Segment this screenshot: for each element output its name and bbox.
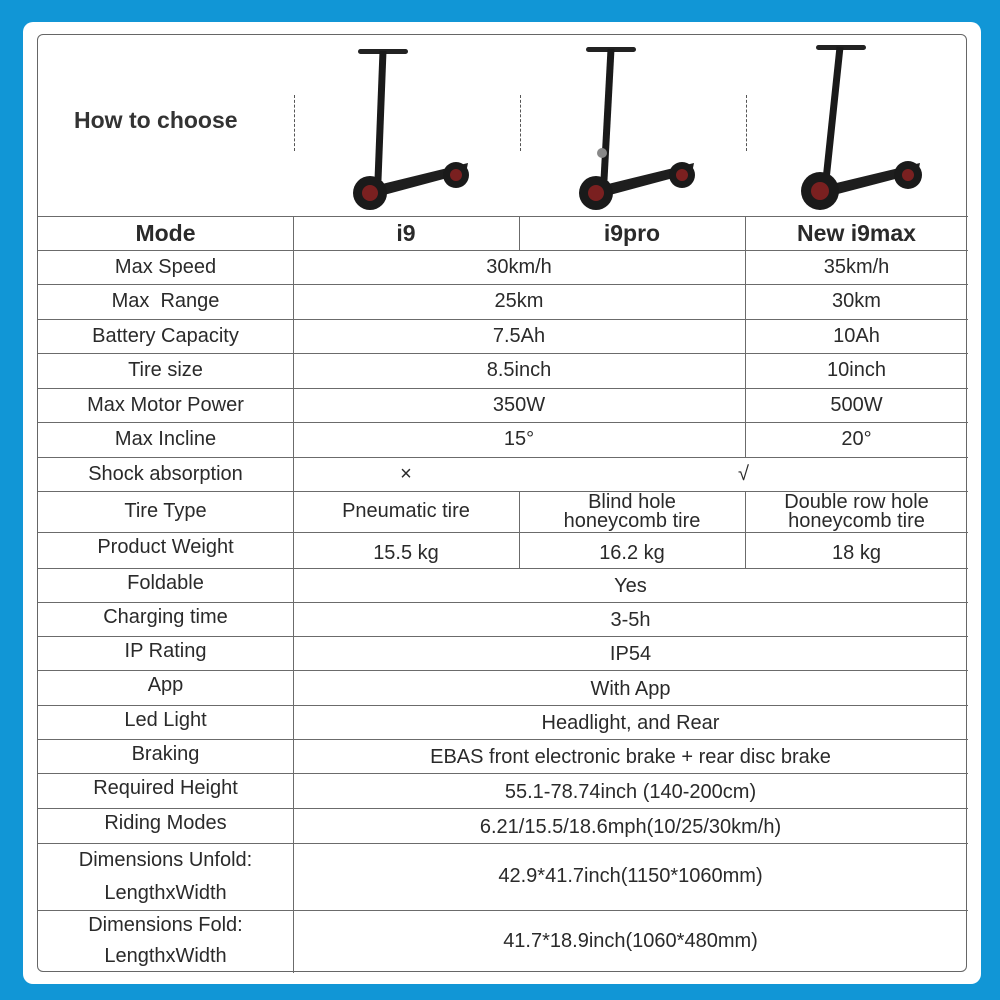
i9-scooter-image [338, 35, 488, 215]
charging-value: 3-5h [610, 609, 651, 631]
weight-label: Product Weight [97, 535, 234, 558]
fold-label-line1: Dimensions Fold: [88, 913, 243, 936]
max-range-i9max: 30km [832, 290, 881, 312]
app-value: With App [590, 678, 671, 700]
tire-type-i9pro [519, 491, 745, 532]
foldable-label: Foldable [127, 571, 204, 594]
motor-i9max: 500W [830, 393, 883, 416]
incline-i9max: 20° [841, 428, 872, 450]
led-label: Led Light [124, 708, 207, 731]
battery-i9max: 10Ah [833, 324, 880, 347]
image-separator [294, 95, 295, 151]
braking-value: EBAS front electronic brake + rear disc brake [430, 746, 831, 768]
i9-header: i9 [396, 219, 416, 246]
fold-value: 41.7*18.9inch(1060*480mm) [503, 930, 758, 952]
i9max-scooter-image [790, 35, 940, 215]
braking-label: Braking [131, 742, 200, 765]
max-range-label: Max Range [111, 290, 220, 312]
height-label: Required Height [93, 776, 238, 799]
tire-type-label: Tire Type [124, 500, 207, 522]
unfold-label-line1: Dimensions Unfold: [78, 848, 253, 871]
battery-label: Battery Capacity [92, 324, 239, 347]
unfold-label-line2: LengthxWidth [104, 882, 227, 904]
i9pro-scooter-image [564, 35, 714, 215]
height-value: 55.1-78.74inch (140-200cm) [504, 780, 757, 803]
incline-shared: 15° [503, 428, 535, 450]
shock-others: √ [738, 462, 749, 485]
modes-value: 6.21/15.5/18.6mph(10/25/30km/h) [479, 815, 782, 838]
max-speed-shared: 30km/h [486, 255, 552, 278]
comparison-panel [23, 22, 981, 984]
page-title: How to choose [74, 106, 238, 133]
tire-type-i9max-line2: honeycomb tire [788, 509, 925, 532]
mode-header: Mode [135, 219, 196, 246]
shock-i9: × [400, 462, 412, 485]
battery-shared: 7.5Ah [492, 324, 546, 347]
image-separator [520, 95, 521, 151]
i9max-header: New i9max [797, 219, 916, 246]
ip-label: IP Rating [124, 639, 207, 662]
app-label: App [147, 673, 184, 696]
motor-label: Max Motor Power [87, 393, 244, 416]
tire-type-i9pro-line2: honeycomb tire [563, 509, 701, 532]
incline-label: Max Incline [114, 428, 217, 450]
modes-label: Riding Modes [104, 811, 227, 834]
max-speed-label: Max Speed [114, 255, 217, 278]
weight-i9: 15.5 kg [373, 541, 439, 564]
foldable-value: Yes [614, 575, 647, 597]
tire-type-i9pro-line1: Blind hole [588, 490, 676, 513]
tire-type-i9: Pneumatic tire [342, 500, 470, 522]
max-range-shared: 25km [494, 290, 544, 312]
image-separator [746, 95, 747, 151]
comparison-table [37, 34, 967, 972]
shock-label: Shock absorption [88, 462, 243, 485]
i9pro-header: i9pro [603, 219, 661, 246]
weight-i9max: 18 kg [832, 541, 881, 564]
tire-type-i9max-line1: Double row hole [784, 490, 929, 513]
fold-label-line2: LengthxWidth [104, 945, 227, 967]
tire-type-i9max [745, 491, 968, 532]
tire-size-shared: 8.5inch [486, 359, 552, 381]
charging-label: Charging time [103, 606, 228, 628]
tire-size-i9max: 10inch [827, 359, 886, 381]
led-value: Headlight, and Rear [541, 712, 720, 734]
ip-value: IP54 [609, 643, 652, 665]
tire-size-label: Tire size [128, 359, 203, 381]
unfold-value: 42.9*41.7inch(1150*1060mm) [498, 865, 763, 887]
max-speed-i9max: 35km/h [823, 255, 890, 278]
motor-shared: 350W [492, 393, 546, 416]
weight-i9pro: 16.2 kg [599, 541, 665, 564]
